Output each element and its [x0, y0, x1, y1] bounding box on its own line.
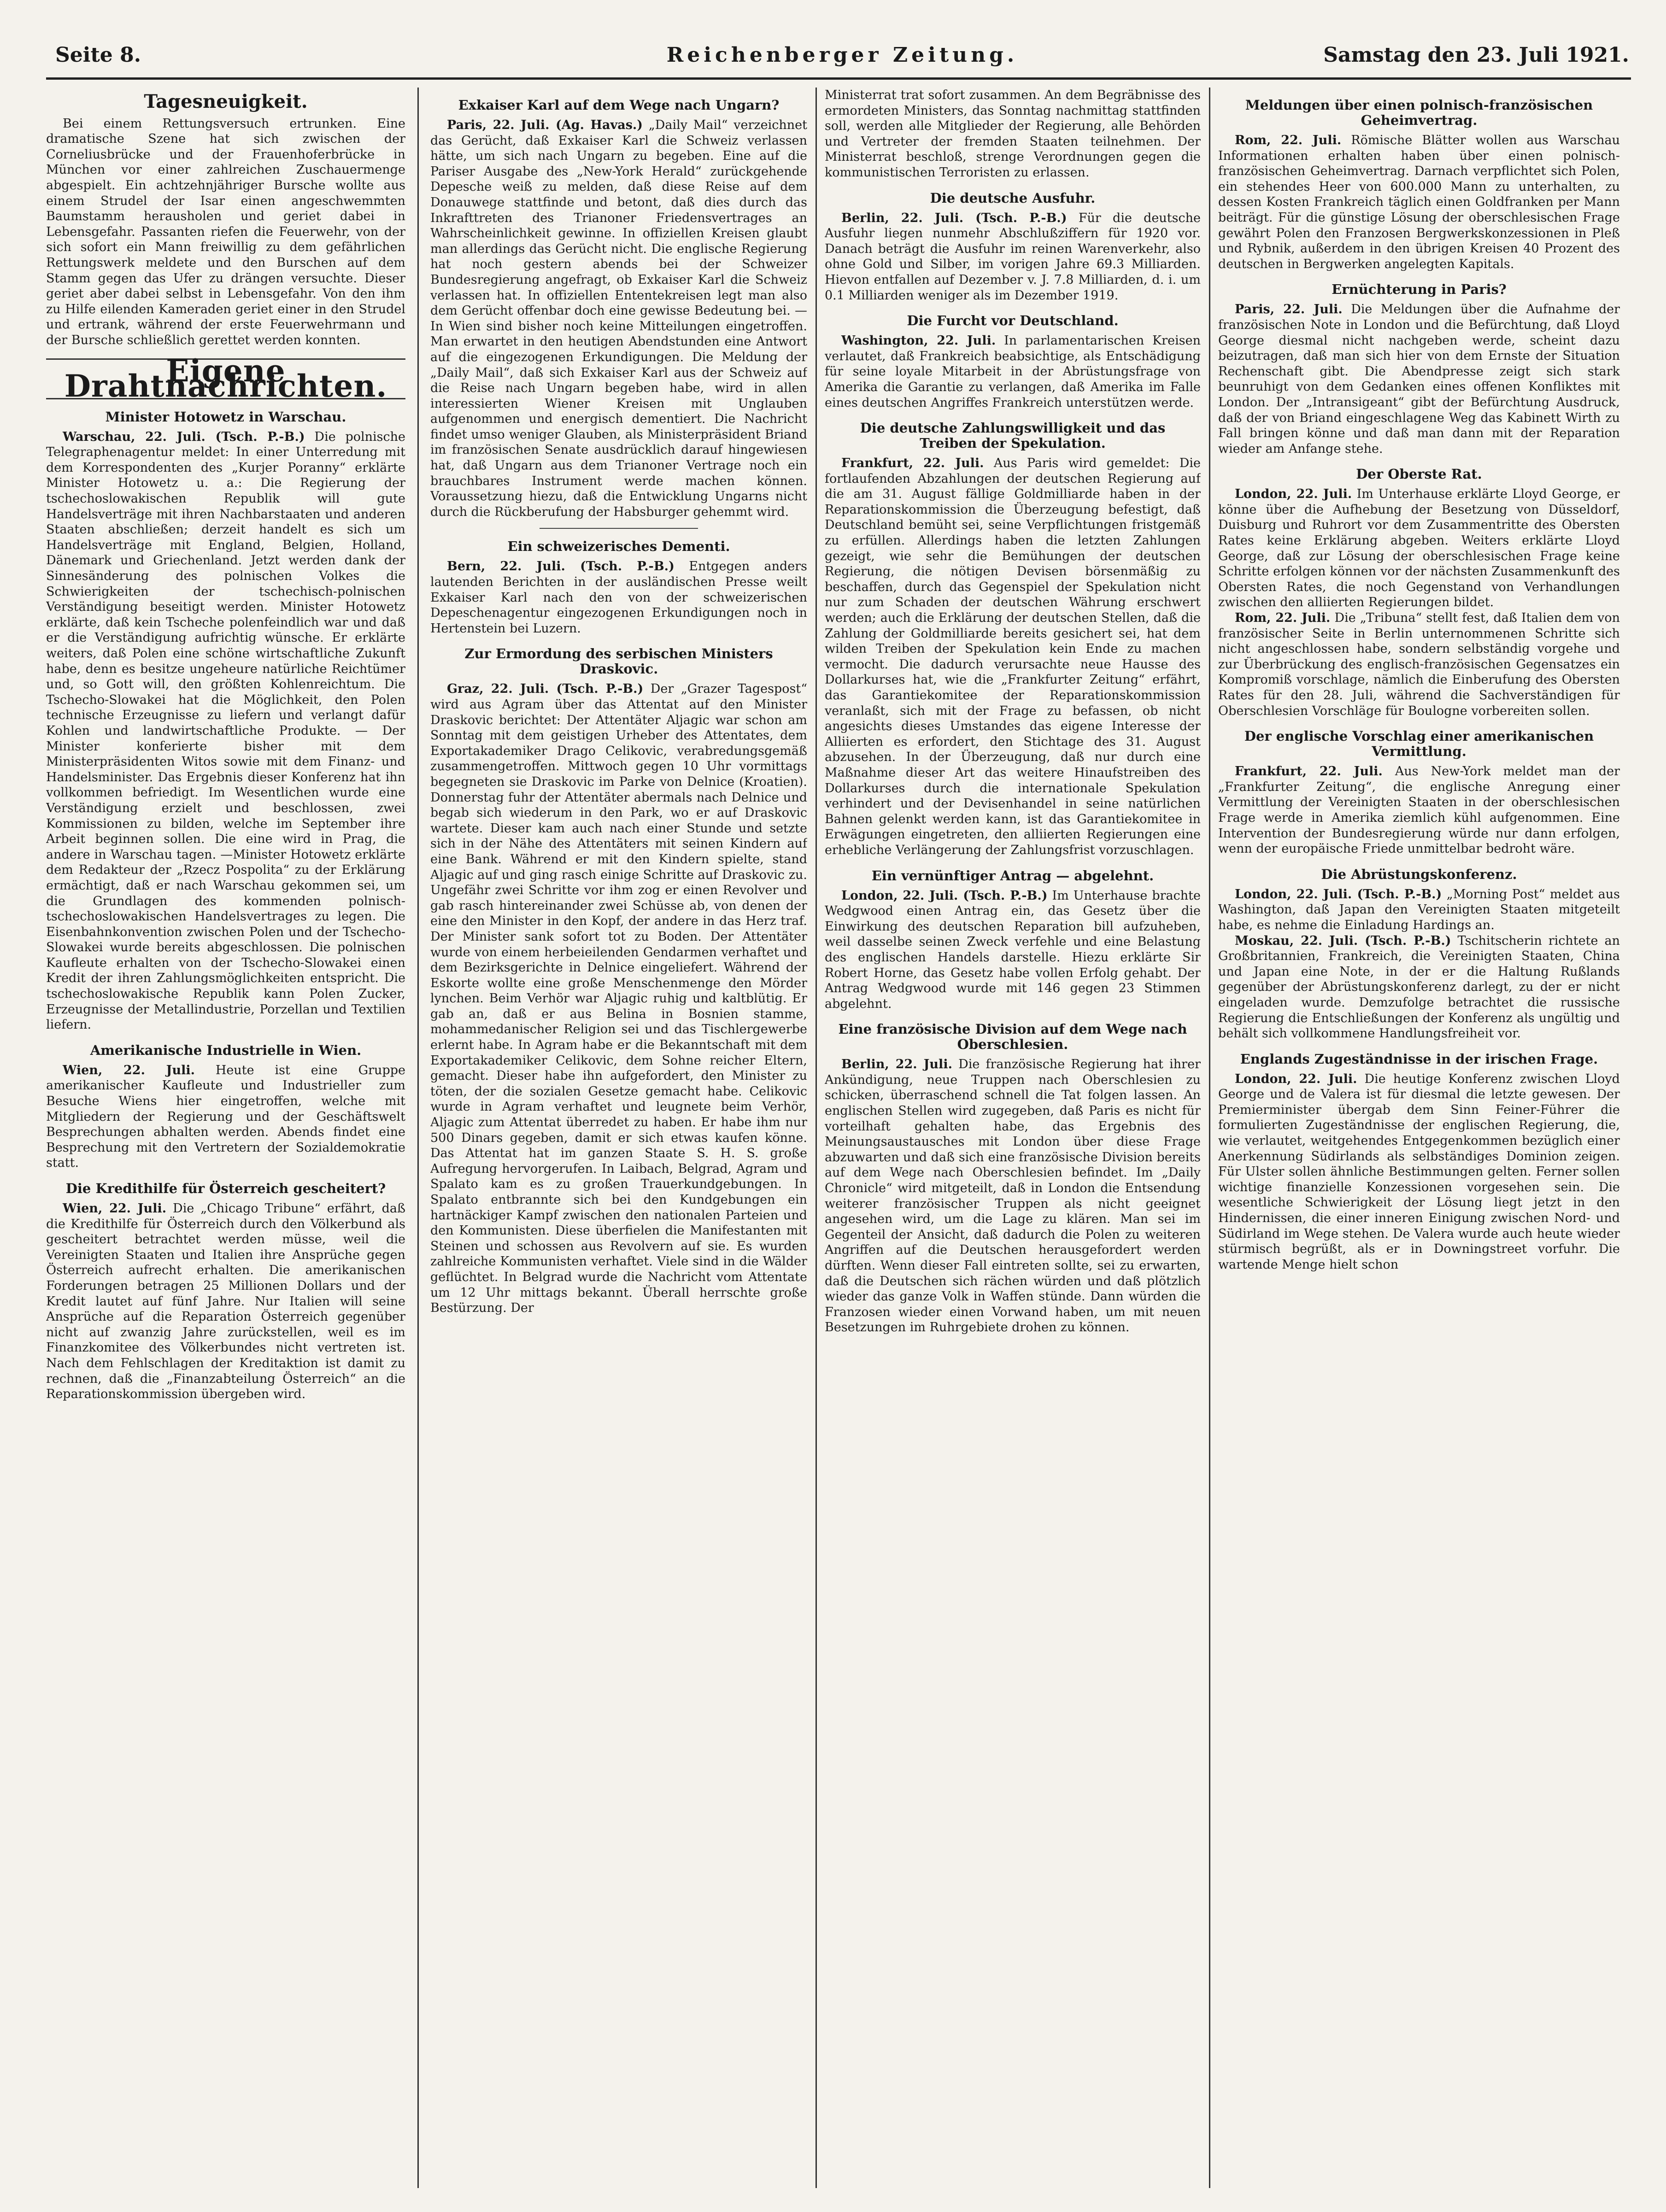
article: [1218, 1071, 1620, 1273]
article-headline: Die Kredithilfe für Österreich gescheitert?: [65, 1181, 386, 1196]
page-number: Seite 8.: [55, 43, 141, 67]
article-headline: Ein vernünftiger Antrag — abgelehnt.: [871, 867, 1154, 884]
article: [1218, 486, 1620, 719]
column-divider: [1209, 88, 1210, 2188]
column-1: [46, 88, 405, 2188]
article-body: Aus Paris wird gemeldet: Die fortlaufenden Abzahlungen der deutschen Regierung auf die am 31. August fällige Goldmilliarde haben in der Reparationskommission die Überzeugung befestigt, daß Deutschland bemüht sei, seine Verpflichtungen fristgemäß zu erfüllen. Allerdings haben die letzten Zahlungen gezeigt, wie sehr die Bemühungen der deutschen Regierung, die nötigen Devisen börsenmäßig zu beschaffen, durch das Gegenspiel der Spekulation nicht nur zum Schaden der deutschen Währung erschwert werden; auch die Erklärung der deutschen Stellen, daß die Zahlung der Goldmilliarde bereits gesichert sei, hat dem wilden Treiben der Spekulation kein Ende zu machen vermocht. Die dadurch verursachte neue Hausse des Dollarkurses hat, wie die „Frankfurter Zeitung“ erfährt, das Garantiekomitee der Reparationskommission veranlaßt, sich mit der Frage zu befassen, ob nicht angesichts dieses Umstandes das eigene Interesse der Alliierten es erfordert, den Stichtage des 31. August abzusehen. In der Überzeugung, daß nur durch eine Maßnahme dieser Art das weitere Hinaufstreiben des Dollarkurses durch die internationale Spekulation verhindert und der Devisenhandel in seine natürlichen Bahnen gelenkt werden kann, ist das Garantiekomitee in Erwägungen eingetreten, den alliierten Regierungen eine erhebliche Verlängerung der Zahlungsfrist vorzuschlagen.: [825, 456, 1201, 857]
article-headline: Eine französische Division auf dem Wege nach Oberschlesien.: [838, 1021, 1187, 1053]
column-2: [430, 88, 807, 2188]
article: [430, 681, 807, 1316]
article-dateline: Paris, 22. Juli. (Ag. Havas.): [447, 118, 643, 132]
article-body: Bei einem Rettungsversuch ertrunken. Eine dramatische Szene hat sich zwischen der Corneliusbrücke und der Frauenhoferbrücke in München vor einer zahlreichen Zuschauermenge abgespielt. Ein achtzehnjähriger Bursche wollte aus einem Strudel der Isar einen angeschwemmten Baumstamm herausholen und geriet dabei in Lebensgefahr. Passanten riefen die Feuerwehr, von der sich sofort ein Mann freiwillig zu dem gefährlichen Rettungswerk meldete und den Burschen auf dem Stamm gegen das Ufer zu drängen versuchte. Dieser geriet aber dabei selbst in Lebensgefahr. Von den ihm zu Hilfe eilenden Kameraden geriet einer in den Strudel und ertrank, während der erste Feuerwehrmann und der Bursche schließlich gerettet werden konnten.: [46, 116, 405, 347]
article-dateline: Berlin, 22. Juli. (Tsch. P.-B.): [841, 211, 1067, 225]
article: [825, 333, 1201, 410]
article: [825, 88, 1201, 181]
article-headline: Der Oberste Rat.: [1356, 466, 1482, 482]
article-body: Heute ist eine Gruppe amerikanischer Kaufleute und Industrieller zum Besuche Wiens hier eingetroffen, welche mit Mitgliedern der Regierung und der Geschäftswelt Besprechungen abhalten werden. Abends findet eine Besprechung mit den Vertretern der Sozialdemokratie statt.: [46, 1063, 405, 1170]
masthead: [55, 39, 1629, 71]
article-dateline: Warschau, 22. Juli. (Tsch. P.-B.): [63, 429, 305, 444]
article: [46, 1063, 405, 1171]
column-3: [825, 88, 1201, 2188]
article-body: Entgegen anders lautenden Berichten in der ausländischen Presse weilt Exkaiser Karl nach den von der schweizerischen Depeschenagentur eingezogenen Erkundigungen noch in Hertenstein bei Luzern.: [430, 559, 807, 636]
column-divider: [815, 88, 817, 2188]
article: [1218, 887, 1620, 1042]
article-dateline: London, 22. Juli. (Tsch. P.-B.): [841, 888, 1048, 903]
article-body: Für die deutsche Ausfuhr liegen nunmehr Abschlußziffern für 1920 vor. Danach beträgt die Ausfuhr im reinen Warenverkehr, also ohne Gold und Silber, im vorigen Jahre 69.3 Milliarden. Hievon entfallen auf Dezember v. J. 7.8 Milliarden, d. i. um 0.1 Milliarden weniger als im Dezember 1919.: [825, 211, 1201, 303]
article: [1218, 133, 1620, 272]
article-dateline: London, 22. Juli.: [1235, 1071, 1357, 1086]
article-dateline: London, 22. Juli.: [1235, 487, 1352, 502]
article: [825, 456, 1201, 858]
article-headline: Exkaiser Karl auf dem Wege nach Ungarn?: [458, 97, 780, 113]
article: [430, 117, 807, 520]
article-divider: [540, 528, 698, 529]
article-headline: Minister Hotowetz in Warschau.: [105, 409, 346, 425]
masthead-rule: [46, 77, 1631, 80]
article-body: Die „Tribuna“ stellt fest, daß Italien dem von französischer Seite in Berlin unternommenen Schritte sich nicht angeschlossen habe, sondern selbständig vorgehe und zur Überbrückung des englisch-französischen Gegensatzes ein Kompromiß vorschlage, nämlich die Einberufung des Obersten Rates für den 28. Juli, während die Sachverständigen für Oberschlesien Vorschläge für Boulogne vorbereiten sollen.: [1218, 611, 1620, 718]
article-headline: Zur Ermordung des serbischen Ministers Draskovic.: [464, 646, 773, 677]
newspaper-title: Reichenberger Zeitung.: [666, 43, 1018, 67]
article-dateline: Paris, 22. Juli.: [1235, 302, 1343, 317]
article-headline: Die Furcht vor Deutschland.: [907, 313, 1119, 329]
column-divider: [417, 88, 419, 2188]
article-body: Tschitscherin richtete an Großbritannien, Frankreich, die Vereinigten Staaten, China und Japan eine Note, in der er die Haltung Rußlands gegenüber der Abrüstungskonferenz darlegt, zu der er nicht eingeladen wurde. Demzufolge betrachtet die russische Regierung die Entschließungen der Konferenz als ungültig und behält sich vollkommene Handlungsfreiheit vor.: [1218, 933, 1620, 1041]
article-dateline: Rom, 22. Juli.: [1235, 611, 1331, 626]
article-headline: Ein schweizerisches Dementi.: [507, 538, 730, 555]
section-heading-news: Tagesneuigkeit.: [144, 91, 308, 112]
article-dateline: Washington, 22. Juli.: [841, 334, 996, 348]
article-headline: Ernüchterung in Paris?: [1332, 281, 1507, 298]
article: [430, 559, 807, 636]
article-headline: Meldungen über einen polnisch-französischen Geheimvertrag.: [1245, 97, 1593, 128]
article: [46, 1201, 405, 1402]
article-headline: Die deutsche Ausfuhr.: [930, 190, 1096, 206]
article-body: Im Unterhause erklärte Lloyd George, er könne über die Aufhebung der Besetzung von Düsseldorf, Duisburg und Ruhrort vor dem Zusammentritte des Obersten Rates keine Erklärung abgeben. Weiters erklärte Lloyd George, daß zur Lösung der oberschlesischen Frage keine Schritte erfolgen können vor der nächsten Zusammenkunft des Obersten Rates, die noch Gegenstand von Verhandlungen zwischen den alliierten Regierungen bildet.: [1218, 487, 1620, 610]
article-headline: Amerikanische Industrielle in Wien.: [90, 1042, 362, 1058]
article: [46, 429, 405, 1033]
article-dateline: Frankfurt, 22. Juli.: [841, 456, 984, 471]
article: [825, 1057, 1201, 1335]
article-body: Römische Blätter wollen aus Warschau Informationen erhalten haben über einen polnisch-französischen Geheimvertrag. Darnach verpflichtet sich Polen, ein stehendes Heer von 600.000 Mann zu unterhalten, zu dessen Kosten Frankreich täglich einen Goldfranken per Mann beiträgt. Für die günstige Lösung der oberschlesischen Frage gewährt Polen den Franzosen Bergwerkskonzessionen in Pleß und Rybnik, außerdem in den übrigen Kreisen 40 Prozent des deutschen in Bergwerken angelegten Kapitals.: [1218, 133, 1620, 271]
article-body: Ministerrat trat sofort zusammen. An dem Begräbnisse des ermordeten Ministers, das Sonntag nachmittag stattfinden soll, werden alle Mitglieder der Regierung, alle Behörden und Vertreter der fremden Staaten teilnehmen. Der Ministerrat beschloß, strenge Verordnungen gegen die kommunistischen Terroristen zu erlassen.: [825, 88, 1201, 180]
article: [46, 116, 405, 348]
article-body: Die Meldungen über die Aufnahme der französischen Note in London und die Befürchtung, daß Lloyd George diesmal nicht nachgeben werde, scheint dazu beizutragen, daß man sich hier von dem Ernste der Situation Rechenschaft gibt. Die Abendpresse zeigt sich stark beunruhigt von dem Gedanken eines offenen Konfliktes mit London. Der „Intransigeant“ gibt der Befürchtung Ausdruck, daß der von Briand eingeschlagene Weg das Kabinett Wirth zu Fall bringen könne und daß man dann mit der Reparation wieder am Anfange stehe.: [1218, 302, 1620, 456]
article-dateline: Graz, 22. Juli. (Tsch. P.-B.): [447, 682, 644, 696]
article-headline: Der englische Vorschlag einer amerikanischen Vermittlung.: [1244, 728, 1594, 760]
article-dateline: London, 22. Juli. (Tsch. P.-B.): [1235, 887, 1442, 901]
article-body: „Daily Mail“ verzeichnet das Gerücht, daß Exkaiser Karl die Schweiz verlassen hätte, um sich nach Ungarn zu begeben. Eine auf die Pariser Ausgabe des „New-York Herald“ zurückgehende Depesche weiß zu melden, daß diese Reise auf dem Donauwege stattfinde und betont, daß dies durch das Inkrafttreten des Trianoner Friedensvertrages an Wahrscheinlichkeit gewinne. In offiziellen Kreisen glaubt man allerdings das Gerücht nicht. Die englische Regierung hat noch gestern abends bei der Schweizer Bundesregierung angefragt, ob Exkaiser Karl die Schweiz verlassen hat. In offiziellen Ententekreisen legt man also dem Gerücht offenbar doch eine gewisse Bedeutung bei. — In Wien sind bisher noch keine Mitteilungen eingetroffen. Man erwartet in den heutigen Abendstunden eine Antwort auf die eingezogenen Erkundigungen. Die Meldung der „Daily Mail“, daß sich Exkaiser Karl aus der Schweiz auf die Reise nach Ungarn begeben habe, wird in allen interessierten Wiener Kreisen mit Unglauben aufgenommen und energisch dementiert. Die Nachricht findet umso weniger Glauben, als Ministerpräsident Briand im französischen Senate ausdrücklich darauf hingewiesen hat, daß Ungarn aus dem Trianoner Vertrage noch ein brauchbares Instrument werde machen können. Voraussetzung hiezu, daß die Entwicklung Ungarns nicht durch die Rückberufung der Habsburger gehemmt wird.: [430, 118, 807, 519]
article-body: Die französische Regierung hat ihrer Ankündigung, neue Truppen nach Oberschlesien zu schicken, überraschend schnell die Tat folgen lassen. An englischen Stellen wird zugegeben, daß Paris es nicht für vorteilhaft gehalten habe, das Ergebnis des Meinungsaustausches mit London über diese Frage abzuwarten und daß sich eine französische Division bereits auf dem Wege nach Oberschlesien befindet. Im „Daily Chronicle“ wird mitgeteilt, daß in London die Entsendung weiterer französischer Truppen als nicht geeignet angesehen wird, um die Lage zu klären. Man sei im Gegenteil der Ansicht, daß dadurch die Polen zu weiteren Angriffen auf die Deutschen herausgefordert werden dürften. Wenn dieser Fall eintreten sollte, sei zu erwarten, daß die Deutschen sich rächen würden und daß plötzlich wieder das ganze Volk in Waffen stünde. Dann würden die Franzosen wieder einen Vorwand haben, um mit neuen Besetzungen im Ruhrgebiete drohen zu können.: [825, 1057, 1201, 1335]
article-headline: Die deutsche Zahlungswilligkeit und das Treiben der Spekulation.: [860, 420, 1166, 451]
article-dateline: Wien, 22. Juli.: [63, 1063, 195, 1077]
section-heading-wire: Eigene Drahtnachrichten.: [46, 358, 405, 399]
article-body: Aus New-York meldet man der „Frankfurter Zeitung“, die englische Anregung einer Vermittlung der Vereinigten Staaten in der oberschlesischen Frage werde in Amerika ziemlich kühl aufgenommen. Eine Intervention der Bundesregierung würde nur dann erfolgen, wenn der europäische Friede unmittelbar bedroht wäre.: [1218, 764, 1620, 856]
article-body: Die polnische Telegraphenagentur meldet: In einer Unterredung mit dem Korrespondenten des „Kurjer Poranny“ erklärte Minister Hotowetz u. a.: Die Regierung der tschechoslowakischen Republik will gute Handelsverträge mit ihren Nachbarstaaten und anderen Staaten abschließen; derzeit handelt es sich um Handelsverträge mit England, Belgien, Holland, Dänemark und Griechenland. Jetzt werden dank der Sinnesänderung des polnischen Volkes die Schwierigkeiten der tschechisch-polnischen Verständigung beseitigt werden. Minister Hotowetz erklärte, daß kein Tscheche polenfeindlich war und daß er die Verständigung aufrichtig wünsche. Er erklärte weiters, daß Polen eine schöne wirtschaftliche Zukunft habe, denn es besitze ungeheure natürliche Reichtümer und, so Gott will, den größten Kohlenreichtum. Die Tschecho-Slowakei hat die Möglichkeit, den Polen technische Erzeugnisse zu liefern und verlangt dafür Kohlen und landwirtschaftliche Produkte. — Der Minister konferierte bisher mit dem Ministerpräsidenten Witos sowie mit dem Finanz- und Handelsminister. Das Ergebnis dieser Konferenz hat ihn vollkommen befriedigt. Im Wesentlichen wurde eine Verständigung erzielt und beschlossen, zwei Kommissionen zu bilden, welche im September ihre Arbeit beginnen sollen. Die eine wird in Prag, die andere in Warschau tagen. —Minister Hotowetz erklärte dem Redakteur der „Rzecz Pospolita“ zu der Erklärung ermächtigt, daß er nach Warschau gekommen sei, um die Grundlagen des kommenden polnisch-tschechoslowakischen Handelsvertrages zu legen. Die Eisenbahnkonvention zwischen Polen und der Tschecho-Slowakei wurde bereits abgeschlossen. Die polnischen Kaufleute erhalten von der Tschecho-Slowakei einen Kredit der ihren Zahlungsmöglichkeiten entspricht. Die tschechoslowakische Republik kann Polen Zucker, Erzeugnisse der Metallindustrie, Porzellan und Textilien liefern.: [46, 429, 405, 1032]
article-headline: Englands Zugeständnisse in der irischen Frage.: [1240, 1051, 1598, 1067]
article-dateline: Wien, 22. Juli.: [63, 1201, 167, 1216]
article-dateline: Frankfurt, 22. Juli.: [1235, 764, 1383, 779]
article-body: Im Unterhause brachte Wedgwood einen Antrag ein, das Gesetz über die Einwirkung des deutschen Reparation bill aufzuheben, weil dasselbe seinen Zweck verfehle und eine Belastung des englischen Handels darstelle. Hiezu erklärte Sir Robert Horne, das Gesetz habe vollen Erfolg gehabt. Der Antrag Wedgwood wurde mit 146 gegen 23 Stimmen abgelehnt.: [825, 888, 1201, 1011]
article-dateline: Moskau, 22. Juli. (Tsch. P.-B.): [1235, 933, 1451, 948]
article-dateline: Bern, 22. Juli. (Tsch. P.-B.): [447, 559, 675, 574]
article-dateline: Rom, 22. Juli.: [1235, 133, 1342, 147]
article-body: Der „Grazer Tagespost“ wird aus Agram über das Attentat auf den Minister Draskovic berichtet: Der Attentäter Aljagic war schon am Sonntag mit dem geistigen Urheber des Attentates, dem Exportakademiker Drago Celikovic, verabredungsgemäß zusammengetroffen. Mittwoch gegen 10 Uhr vormittags begegneten sie Draskovic im Parke von Delnice (Kroatien). Donnerstag fuhr der Attentäter abermals nach Delnice und begab sich wiederum in den Park, wo er auf Draskovic wartete. Dieser kam auch nach einer Stunde und setzte sich in der Nähe des Attentäters mit seinen Kindern auf eine Bank. Während er mit den Kindern spielte, stand Aljagic auf und ging rasch einige Schritte auf Draskovic zu. Ungefähr zwei Schritte vor ihm zog er einen Revolver und gab rasch hintereinander zwei Schüsse ab, von denen der eine den Minister in den Kopf, der andere in das Herz traf. Der Minister sank sofort tot zu Boden. Der Attentäter wurde von einem herbeieilenden Gendarmen verhaftet und dem Bezirksgerichte in Delnice eingeliefert. Während der Eskorte wollte eine große Menschenmenge den Mörder lynchen. Beim Verhör war Aljagic ruhig und kaltblütig. Er gab an, daß er aus Belina in Bosnien stamme, mohammedanischer Religion sei und das Tischlergewerbe erlernt habe. In Agram habe er die Bekanntschaft mit dem Exportakademiker Celikovic, dem Sohne reicher Eltern, gemacht. Dieser habe ihn aufgefordert, den Minister zu töten, der die sozialen Gesetze gemacht habe. Celikovic wurde in Agram verhaftet und leugnete beim Verhör, Aljagic zum Attentat überredet zu haben. Er habe ihm nur 500 Dinars gegeben, damit er sich etwas kaufen könne. Das Attentat hat im ganzen Staate S. H. S. große Aufregung hervorgerufen. In Laibach, Belgrad, Agram und Spalato kam es zu großen Trauerkundgebungen. In Spalato entbrannte sich bei den Kundgebungen ein hartnäckiger Kampf zwischen den nationalen Parteien und den Kommunisten. Diese überfielen die Manifestanten mit Steinen und schossen aus Revolvern auf sie. Es wurden zahlreiche Kommunisten verhaftet. Viele sind in die Wälder geflüchtet. In Belgrad wurde die Nachricht vom Attentate um 12 Uhr mittags bekannt. Überall herrschte große Bestürzung. Der: [430, 682, 807, 1316]
article: [825, 888, 1201, 1012]
article: [825, 211, 1201, 304]
article-body: Die „Chicago Tribune“ erfährt, daß die Kredithilfe für Österreich durch den Völkerbund als gescheitert betrachtet werden müsse, weil die Vereinigten Staaten und Italien ihre Ansprüche gegen Österreich aufrecht erhalten. Die amerikanischen Forderungen betragen 25 Millionen Dollars und der Kredit lautet auf fünf Jahre. Nur Italien will seine Ansprüche auf die Reparation Österreich gegenüber nicht auf zwanzig Jahre zurückstellen, weil es im Finanzkomitee des Völkerbundes nicht vertreten ist. Nach dem Fehlschlagen der Kreditaktion ist damit zu rechnen, daß die „Finanzabteilung Österreich“ an die Reparationskommission übergeben wird.: [46, 1201, 405, 1402]
article: [1218, 764, 1620, 857]
article-body: Die heutige Konferenz zwischen Lloyd George und de Valera ist für diesmal die letzte gewesen. Der Premierminister übergab dem Sinn Feiner-Führer die formulierten Zugeständnisse der englischen Regierung, die, wie verlautet, weitgehendes Entgegenkommen bezüglich einer Anerkennung Südirlands als selbständiges Dominion zeigen. Für Ulster sollen ähnliche Bestimmungen gelten. Ferner sollen wichtige finanzielle Konzessionen vorgesehen sein. Die wesentliche Schwierigkeit der Lösung liegt jetzt in den Hindernissen, die einer inneren Einigung zwischen Nord- und Südirland im Wege stehen. De Valera wurde auch heute wieder stürmisch begrüßt, als er in Downingstreet vorfuhr. Die wartende Menge hielt schon: [1218, 1071, 1620, 1272]
column-4: [1218, 88, 1620, 2188]
article-body: „Morning Post“ meldet aus Washington, daß Japan den Vereinigten Staaten mitgeteilt habe, es nehme die Einladung Hardings an.: [1218, 887, 1620, 932]
issue-date: Samstag den 23. Juli 1921.: [1323, 43, 1629, 67]
article: [1218, 302, 1620, 456]
article-body: In parlamentarischen Kreisen verlautet, daß Frankreich beabsichtige, als Entschädigung für seine loyale Mitarbeit in der Abrüstungsfrage von Amerika die Garantie zu verlangen, daß Amerika im Falle eines deutschen Angriffes Frankreich unterstützen werde.: [825, 334, 1201, 410]
article-dateline: Berlin, 22. Juli.: [841, 1057, 952, 1072]
article-headline: Die Abrüstungskonferenz.: [1321, 866, 1517, 882]
